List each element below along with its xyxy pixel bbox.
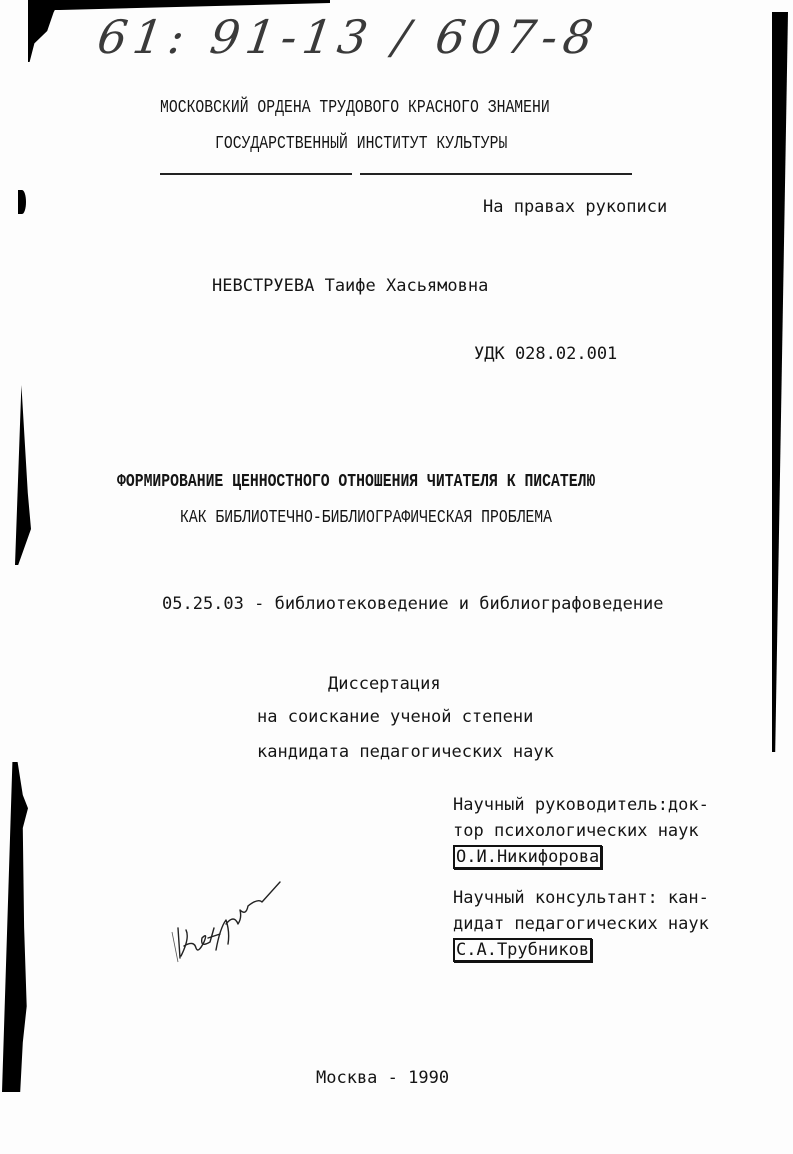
author-name: НЕВСТРУЕВА Таифе Хасьямовна	[212, 276, 489, 296]
udk-code: УДК 028.02.001	[474, 344, 618, 364]
consultant-line-2: дидат педагогических наук	[453, 914, 709, 934]
supervisor-line-2: тор психологических наук	[453, 821, 699, 841]
scan-edge-left-upper	[15, 385, 31, 565]
header-rule-left	[160, 173, 352, 175]
supervisor-line-1: Научный руководитель:док-	[453, 795, 709, 815]
scan-edge-right	[772, 12, 788, 752]
degree-line-2: на соискание ученой степени	[257, 707, 534, 727]
scan-edge-left-lower	[2, 762, 28, 1092]
scan-mark-left	[18, 190, 26, 214]
consultant-line-1: Научный консультант: кан-	[453, 888, 709, 908]
supervisor-name-box: О.И.Никифорова	[453, 845, 602, 869]
specialty-code: 05.25.03 - библиотековедение и библиографоведение	[162, 594, 664, 614]
institution-line-1: МОСКОВСКИЙ ОРДЕНА ТРУДОВОГО КРАСНОГО ЗНАМЕНИ	[160, 98, 550, 118]
scan-edge-top	[30, 0, 330, 10]
header-rule-right	[360, 173, 632, 175]
dissertation-title-line-2: КАК БИБЛИОТЕЧНО-БИБЛИОГРАФИЧЕСКАЯ ПРОБЛЕМА	[180, 508, 553, 528]
rights-notice: На правах рукописи	[483, 197, 668, 217]
dissertation-title-line-1: ФОРМИРОВАНИЕ ЦЕННОСТНОГО ОТНОШЕНИЯ ЧИТАТЕЛЯ К ПИСАТЕЛЮ	[117, 472, 596, 492]
institution-line-2: ГОСУДАРСТВЕННЫЙ ИНСТИТУТ КУЛЬТУРЫ	[215, 134, 508, 154]
supervisor-block	[453, 793, 709, 871]
city-year: Москва - 1990	[316, 1068, 450, 1088]
consultant-name-box: С.А.Трубников	[453, 938, 592, 962]
degree-line-1: Диссертация	[328, 674, 441, 694]
consultant-block	[453, 886, 709, 964]
handwritten-catalog-number: 61: 91-13 / 607-8	[94, 10, 603, 64]
degree-line-3: кандидата педагогических наук	[257, 742, 554, 762]
signature-icon	[150, 858, 290, 968]
